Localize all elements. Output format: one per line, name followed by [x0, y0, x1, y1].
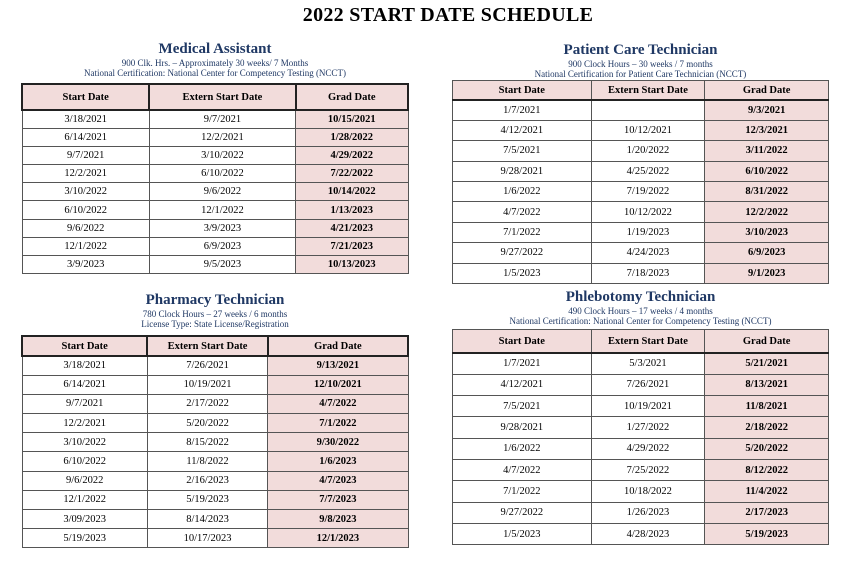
schedule-table [21, 83, 409, 274]
start-date-header: Start Date [453, 330, 592, 354]
extern-start-date-cell: 7/26/2021 [591, 374, 705, 395]
table-row [453, 161, 829, 181]
extern-start-date-cell: 4/29/2022 [591, 438, 705, 459]
table-row [453, 120, 829, 140]
table-row [22, 256, 408, 274]
grad-date-cell: 8/12/2022 [705, 459, 829, 480]
phlebotomy-technician-section [452, 289, 829, 545]
start-date-cell: 1/7/2021 [453, 100, 592, 120]
grad-date-cell: 5/20/2022 [705, 438, 829, 459]
grad-date-cell: 10/14/2022 [296, 183, 409, 201]
program-hours: 490 Clock Hours – 17 weeks / 4 months [568, 306, 713, 316]
grad-date-cell: 9/13/2021 [268, 356, 408, 375]
start-date-cell: 1/7/2021 [453, 353, 592, 374]
table-row [22, 452, 408, 471]
start-date-cell: 1/5/2023 [453, 263, 592, 283]
schedule-table [452, 80, 829, 284]
program-hours: 900 Clock Hours – 30 weeks / 7 months [568, 59, 713, 69]
start-date-cell: 1/6/2022 [453, 182, 592, 202]
program-title: Patient Care Technician [563, 42, 718, 58]
extern-start-date-cell: 5/20/2022 [147, 414, 267, 433]
extern-start-date-cell: 9/5/2023 [149, 256, 295, 274]
extern-start-date-cell: 6/9/2023 [149, 237, 295, 255]
extern-start-date-cell: 8/14/2023 [147, 510, 267, 529]
extern-start-date-cell: 9/6/2022 [149, 183, 295, 201]
patient-care-technician-section [452, 42, 829, 284]
schedule-table [21, 335, 409, 548]
start-date-cell: 3/18/2021 [22, 356, 147, 375]
grad-date-header: Grad Date [705, 330, 829, 354]
start-date-cell: 12/1/2022 [22, 237, 149, 255]
start-date-cell: 3/10/2022 [22, 183, 149, 201]
extern-start-date-cell: 5/3/2021 [591, 353, 705, 374]
grad-date-cell: 9/1/2023 [705, 263, 829, 283]
medical-assistant-section [21, 41, 409, 274]
program-hours: 780 Clock Hours – 27 weeks / 6 months [142, 309, 288, 319]
table-row [453, 459, 829, 480]
start-date-cell: 12/2/2021 [22, 165, 149, 183]
start-date-cell: 4/7/2022 [453, 202, 592, 222]
table-row [453, 202, 829, 222]
grad-date-cell: 4/29/2022 [296, 146, 409, 164]
start-date-cell: 9/6/2022 [22, 471, 147, 490]
grad-date-cell: 1/28/2022 [296, 128, 409, 146]
start-date-cell: 4/12/2021 [453, 374, 592, 395]
program-title: Medical Assistant [158, 41, 272, 57]
grad-date-cell: 8/31/2022 [705, 182, 829, 202]
grad-date-cell: 5/21/2021 [705, 353, 829, 374]
table-row [22, 414, 408, 433]
table-row [453, 353, 829, 374]
start-date-cell: 3/18/2021 [22, 110, 149, 128]
table-row [22, 183, 408, 201]
table-row [453, 417, 829, 438]
table-row [453, 374, 829, 395]
table-row [22, 165, 408, 183]
grad-date-cell: 12/2/2022 [705, 202, 829, 222]
table-row [22, 110, 408, 128]
extern-start-date-cell: 1/26/2023 [591, 502, 705, 523]
start-date-cell: 7/5/2021 [453, 141, 592, 161]
extern-start-date-cell: 3/9/2023 [149, 219, 295, 237]
table-row [453, 222, 829, 242]
start-date-cell: 9/7/2021 [22, 146, 149, 164]
extern-start-date-header: Extern Start Date [591, 330, 705, 354]
grad-date-cell: 3/10/2023 [705, 222, 829, 242]
table-row [453, 182, 829, 202]
extern-start-date-cell: 7/19/2022 [591, 182, 705, 202]
grad-date-cell: 6/10/2022 [705, 161, 829, 181]
start-date-cell: 9/28/2021 [453, 161, 592, 181]
grad-date-cell: 10/15/2021 [296, 110, 409, 128]
extern-start-date-cell: 1/20/2022 [591, 141, 705, 161]
extern-start-date-cell: 7/25/2022 [591, 459, 705, 480]
program-certification: National Certification: National Center for Competency Testing (NCCT) [509, 316, 772, 326]
table-row [22, 490, 408, 509]
start-date-cell: 9/27/2022 [453, 502, 592, 523]
grad-date-header: Grad Date [268, 336, 408, 356]
extern-start-date-cell: 8/15/2022 [147, 433, 267, 452]
extern-start-date-cell: 12/2/2021 [149, 128, 295, 146]
start-date-header: Start Date [22, 336, 147, 356]
table-row [453, 100, 829, 120]
program-title: Phlebotomy Technician [565, 289, 716, 305]
grad-date-cell: 7/1/2022 [268, 414, 408, 433]
grad-date-cell: 4/7/2023 [268, 471, 408, 490]
start-date-cell: 1/6/2022 [453, 438, 592, 459]
program-title: Pharmacy Technician [145, 292, 285, 308]
grad-date-cell: 11/4/2022 [705, 481, 829, 502]
grad-date-header: Grad Date [705, 81, 829, 101]
extern-start-date-cell: 10/17/2023 [147, 529, 267, 548]
start-date-cell: 9/6/2022 [22, 219, 149, 237]
table-row [22, 510, 408, 529]
start-date-cell: 12/1/2022 [22, 490, 147, 509]
extern-start-date-cell: 10/19/2021 [591, 396, 705, 417]
extern-start-date-cell: 10/18/2022 [591, 481, 705, 502]
grad-date-cell: 12/10/2021 [268, 375, 408, 394]
extern-start-date-cell: 6/10/2022 [149, 165, 295, 183]
extern-start-date-cell: 2/17/2022 [147, 394, 267, 413]
table-row [22, 356, 408, 375]
grad-date-cell: 10/13/2023 [296, 256, 409, 274]
extern-start-date-cell: 4/25/2022 [591, 161, 705, 181]
table-row [22, 433, 408, 452]
table-row [22, 375, 408, 394]
grad-date-cell: 7/22/2022 [296, 165, 409, 183]
grad-date-cell: 9/3/2021 [705, 100, 829, 120]
start-date-cell: 6/10/2022 [22, 452, 147, 471]
grad-date-cell: 5/19/2023 [705, 523, 829, 544]
table-row [22, 219, 408, 237]
grad-date-cell: 9/8/2023 [268, 510, 408, 529]
start-date-header: Start Date [22, 84, 149, 110]
extern-start-date-cell: 10/19/2021 [147, 375, 267, 394]
table-row [22, 529, 408, 548]
extern-start-date-header: Extern Start Date [147, 336, 267, 356]
table-row [22, 201, 408, 219]
pharmacy-technician-section [21, 292, 409, 548]
grad-date-cell: 1/13/2023 [296, 201, 409, 219]
start-date-cell: 6/14/2021 [22, 128, 149, 146]
extern-start-date-cell: 4/28/2023 [591, 523, 705, 544]
extern-start-date-cell [591, 100, 705, 120]
grad-date-cell: 4/21/2023 [296, 219, 409, 237]
extern-start-date-header: Extern Start Date [149, 84, 295, 110]
start-date-cell: 4/7/2022 [453, 459, 592, 480]
start-date-cell: 6/14/2021 [22, 375, 147, 394]
start-date-cell: 7/5/2021 [453, 396, 592, 417]
grad-date-cell: 1/6/2023 [268, 452, 408, 471]
start-date-cell: 7/1/2022 [453, 481, 592, 502]
start-date-cell: 5/19/2023 [22, 529, 147, 548]
start-date-cell: 3/10/2022 [22, 433, 147, 452]
grad-date-cell: 8/13/2021 [705, 374, 829, 395]
extern-start-date-cell: 9/7/2021 [149, 110, 295, 128]
program-certification: National Certification for Patient Care Technician (NCCT) [534, 69, 747, 79]
program-certification: National Certification: National Center for Competency Testing (NCCT) [84, 68, 346, 78]
table-row [453, 523, 829, 544]
start-date-cell: 12/2/2021 [22, 414, 147, 433]
program-hours: 900 Clk. Hrs. – Approximately 30 weeks/ 7 Months [121, 58, 309, 68]
extern-start-date-cell: 10/12/2022 [591, 202, 705, 222]
table-row [22, 128, 408, 146]
extern-start-date-cell: 3/10/2022 [149, 146, 295, 164]
grad-date-cell: 7/21/2023 [296, 237, 409, 255]
table-row [453, 396, 829, 417]
table-row [453, 141, 829, 161]
grad-date-cell: 9/30/2022 [268, 433, 408, 452]
extern-start-date-cell: 11/8/2022 [147, 452, 267, 471]
start-date-cell: 3/9/2023 [22, 256, 149, 274]
table-row [453, 481, 829, 502]
schedule-table [452, 329, 829, 545]
start-date-cell: 3/09/2023 [22, 510, 147, 529]
extern-start-date-cell: 10/12/2021 [591, 120, 705, 140]
table-row [453, 263, 829, 283]
grad-date-cell: 7/7/2023 [268, 490, 408, 509]
extern-start-date-cell: 1/27/2022 [591, 417, 705, 438]
grad-date-cell: 11/8/2021 [705, 396, 829, 417]
table-row [453, 438, 829, 459]
start-date-cell: 9/28/2021 [453, 417, 592, 438]
grad-date-cell: 12/3/2021 [705, 120, 829, 140]
start-date-cell: 6/10/2022 [22, 201, 149, 219]
table-row [22, 237, 408, 255]
grad-date-cell: 2/18/2022 [705, 417, 829, 438]
program-certification: License Type: State License/Registration [141, 319, 289, 329]
extern-start-date-header: Extern Start Date [591, 81, 705, 101]
extern-start-date-cell: 5/19/2023 [147, 490, 267, 509]
table-row [22, 471, 408, 490]
table-row [22, 394, 408, 413]
grad-date-cell: 2/17/2023 [705, 502, 829, 523]
start-date-cell: 9/7/2021 [22, 394, 147, 413]
start-date-header: Start Date [453, 81, 592, 101]
table-row [22, 146, 408, 164]
table-row [453, 243, 829, 263]
grad-date-cell: 6/9/2023 [705, 243, 829, 263]
extern-start-date-cell: 7/26/2021 [147, 356, 267, 375]
grad-date-cell: 3/11/2022 [705, 141, 829, 161]
extern-start-date-cell: 4/24/2023 [591, 243, 705, 263]
start-date-cell: 7/1/2022 [453, 222, 592, 242]
extern-start-date-cell: 1/19/2023 [591, 222, 705, 242]
extern-start-date-cell: 2/16/2023 [147, 471, 267, 490]
start-date-cell: 1/5/2023 [453, 523, 592, 544]
start-date-cell: 9/27/2022 [453, 243, 592, 263]
table-row [453, 502, 829, 523]
start-date-cell: 4/12/2021 [453, 120, 592, 140]
page-title: 2022 START DATE SCHEDULE [302, 4, 594, 26]
grad-date-header: Grad Date [296, 84, 409, 110]
grad-date-cell: 4/7/2022 [268, 394, 408, 413]
extern-start-date-cell: 7/18/2023 [591, 263, 705, 283]
grad-date-cell: 12/1/2023 [268, 529, 408, 548]
extern-start-date-cell: 12/1/2022 [149, 201, 295, 219]
